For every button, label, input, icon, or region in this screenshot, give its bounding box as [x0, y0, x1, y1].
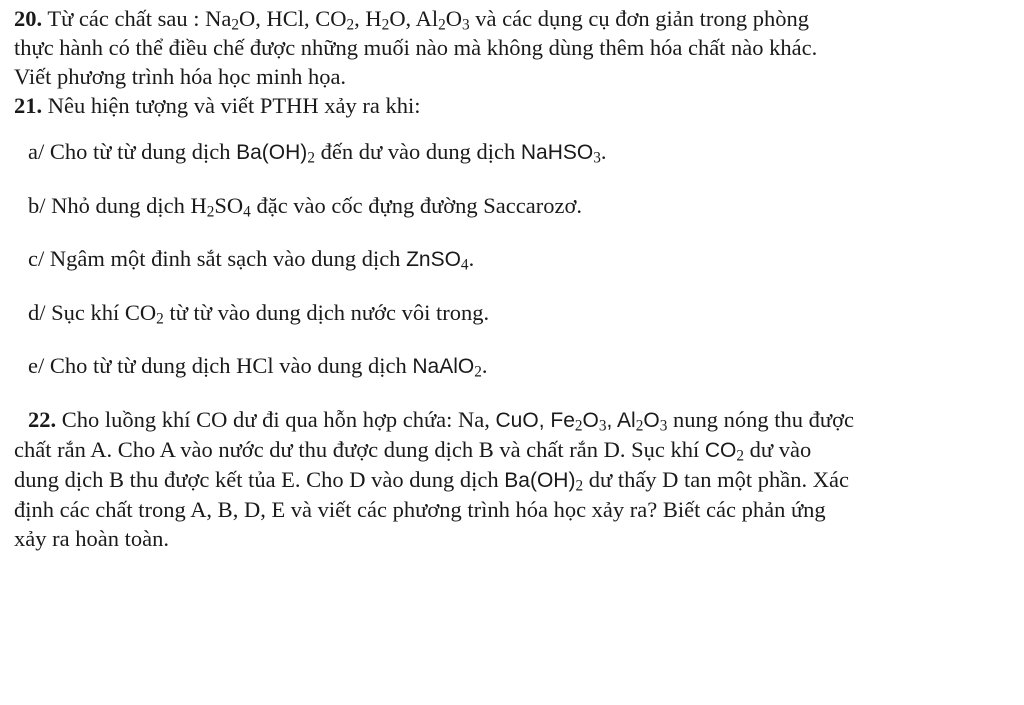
q20-line-2: thực hành có thể điều chế được những muối nào mà không dùng thêm hóa chất nào khác.	[14, 35, 818, 60]
q22-line-3: dung dịch B thu được kết tủa E. Cho D vào dung dịch $Ba(OH)_2$ dư thấy D tan một phần. Xác	[14, 467, 850, 495]
q21-item-d: d/ Sục khí $CO_2$ từ từ vào dung dịch nước vôi trong.	[28, 300, 490, 328]
q21-intro: 21. Nêu hiện tượng và viết PTHH xảy ra khi:	[14, 93, 421, 118]
question-20	[14, 4, 1010, 91]
document-page	[14, 4, 1010, 553]
q22-line-1: 22. Cho luồng khí CO dư đi qua hỗn hợp chứa: Na, CuO, $Fe_2O_3$, $Al_2O_3$ nung nóng thu được	[28, 407, 854, 435]
q21-number: 21.	[14, 93, 43, 118]
q21-item-c: c/ Ngâm một đinh sắt sạch vào dung dịch ZnSO$_4$.	[28, 246, 475, 274]
q21-item-e: e/ Cho từ từ dung dịch HCl vào dung dịch NaAlO$_2$.	[28, 353, 488, 381]
q20-line-3: Viết phương trình hóa học minh họa.	[14, 64, 347, 89]
q20-line-1: 20. Từ các chất sau : $Na_2O$, HCl, $CO_2$, $H_2O$, $Al_2O_3$ và các dụng cụ đơn giản trong phòng	[14, 6, 809, 34]
q22-number: 22.	[28, 407, 57, 432]
q22-line-2: chất rắn A. Cho A vào nước dư thu được dung dịch B và chất rắn D. Sục khí $CO_2$ dư vào	[14, 437, 812, 465]
q22-line-4: định các chất trong A, B, D, E và viết các phương trình hóa học xảy ra? Biết các phản ứng	[14, 497, 826, 522]
question-22	[14, 405, 1010, 553]
q20-number: 20.	[14, 6, 43, 31]
q21-item-a: a/ Cho từ từ dung dịch $Ba(OH)_2$ đến dư vào dung dịch NaHSO$_3$.	[28, 139, 607, 167]
q21-item-b: b/ Nhỏ dung dịch $H_2SO_4$ đặc vào cốc đựng đường Saccarozơ.	[28, 193, 583, 221]
q22-line-5: xảy ra hoàn toàn.	[14, 526, 169, 551]
question-21	[14, 91, 1010, 381]
